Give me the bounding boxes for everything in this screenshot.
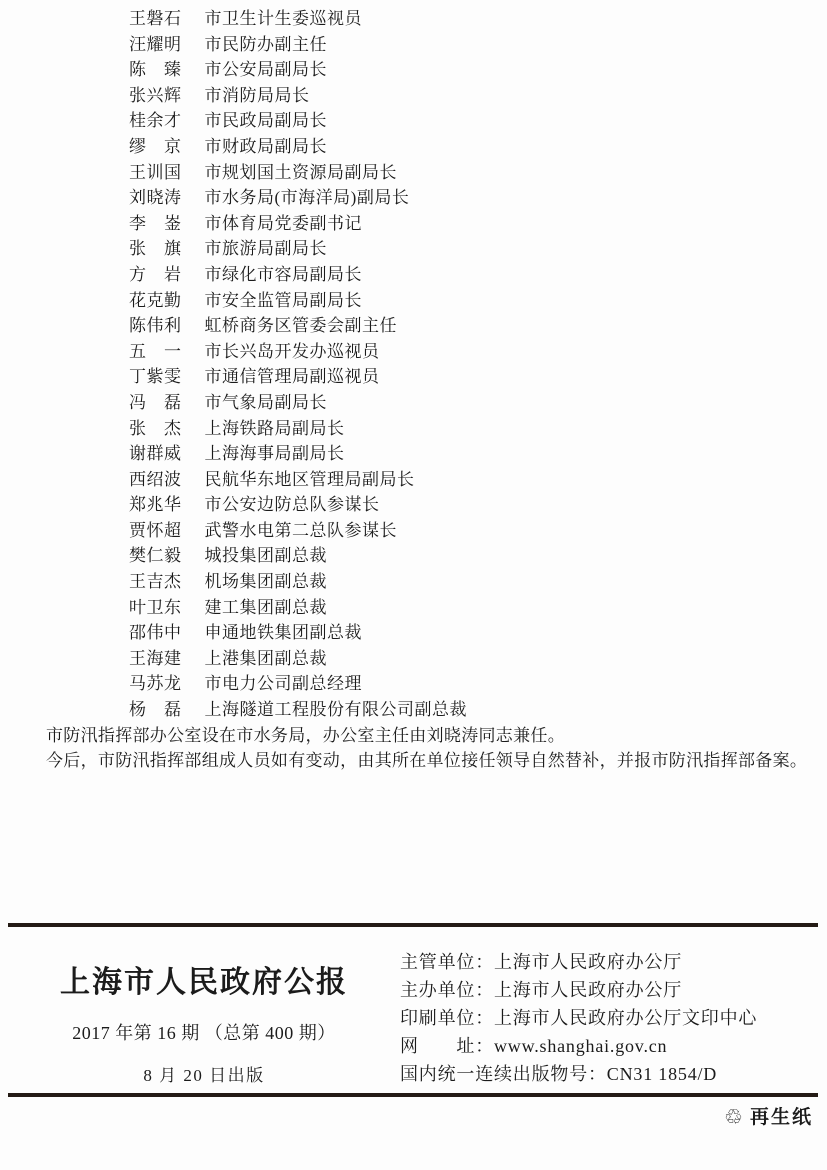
- member-row: [129, 211, 827, 237]
- member-title: 市公安局副局长: [204, 60, 327, 80]
- member-row: [129, 416, 827, 442]
- colophon-right: [400, 927, 818, 1093]
- member-title: 机场集团副总裁: [204, 572, 327, 592]
- member-name: 张 杰: [129, 418, 182, 438]
- member-name: 花克勤: [129, 290, 182, 310]
- member-name: 王海建: [129, 648, 182, 668]
- member-row: [129, 57, 827, 83]
- member-title: 上海铁路局副局长: [204, 418, 345, 438]
- member-title: 建工集团副总裁: [204, 597, 327, 617]
- member-row: [129, 236, 827, 262]
- member-name: 樊仁毅: [129, 546, 182, 566]
- member-row: [129, 543, 827, 569]
- member-name: 邵伟中: [129, 623, 182, 643]
- member-row: [129, 134, 827, 160]
- member-name: 贾怀超: [129, 520, 182, 540]
- member-list: [129, 6, 827, 723]
- member-row: [129, 671, 827, 697]
- member-name: 马苏龙: [129, 674, 182, 694]
- member-name: 陈伟利: [129, 316, 182, 336]
- member-title: 市水务局(市海洋局)副局长: [204, 188, 410, 208]
- member-row: [129, 288, 827, 314]
- member-row: [129, 518, 827, 544]
- member-title: 市体育局党委副书记: [204, 213, 362, 233]
- member-row: [129, 620, 827, 646]
- member-title: 市绿化市容局副局长: [204, 264, 362, 284]
- gazette-title: 上海市人民政府公报: [60, 966, 348, 999]
- member-title: 市财政局副局长: [204, 136, 327, 156]
- member-row: [129, 32, 827, 58]
- member-title: 民航华东地区管理局副局长: [204, 469, 415, 489]
- member-row: [129, 6, 827, 32]
- member-row: [129, 390, 827, 416]
- member-title: 申通地铁集团副总裁: [204, 623, 362, 643]
- page-body: [0, 6, 827, 774]
- publication-info-line: 印刷单位：上海市人民政府办公厅文印中心: [400, 1008, 758, 1028]
- member-row: [129, 697, 827, 723]
- member-name: 桂余才: [129, 111, 182, 131]
- member-name: 李 崟: [129, 213, 182, 233]
- member-title: 市安全监管局副局长: [204, 290, 362, 310]
- note-paragraph: 今后，市防汛指挥部组成人员如有变动，由其所在单位接任领导自然替补，并报市防汛指挥部备案。: [46, 751, 808, 771]
- member-title: 市卫生计生委巡视员: [204, 9, 362, 28]
- recycled-paper-mark: [724, 1102, 813, 1129]
- member-title: 城投集团副总裁: [204, 546, 327, 566]
- member-name: 王训国: [129, 162, 182, 182]
- member-row: [129, 569, 827, 595]
- member-row: [129, 339, 827, 365]
- member-name: 西绍波: [129, 469, 182, 489]
- member-title: 市民政局副局长: [204, 111, 327, 131]
- member-name: 缪 京: [129, 136, 182, 156]
- issue-line: 2017 年第 16 期 （总第 400 期）: [72, 1023, 336, 1043]
- member-name: 刘晓涛: [129, 188, 182, 208]
- member-row: [129, 492, 827, 518]
- note-paragraph: 市防汛指挥部办公室设在市水务局，办公室主任由刘晓涛同志兼任。: [46, 725, 565, 745]
- member-row: [129, 441, 827, 467]
- member-name: 叶卫东: [129, 597, 182, 617]
- member-row: [129, 83, 827, 109]
- member-title: 市旅游局副局长: [204, 239, 327, 259]
- publication-info-line: 国内统一连续出版物号：CN31 1854/D: [400, 1064, 718, 1084]
- colophon-left: [8, 927, 400, 1093]
- member-title: 市规划国土资源局副局长: [204, 162, 397, 182]
- publication-info-line: 网 址：www.shanghai.gov.cn: [400, 1036, 668, 1056]
- recycle-icon: ♲: [724, 1105, 743, 1129]
- member-title: 市通信管理局副巡视员: [204, 367, 380, 387]
- member-title: 上港集团副总裁: [204, 648, 327, 668]
- member-title: 上海隧道工程股份有限公司副总裁: [204, 700, 467, 720]
- member-name: 陈 臻: [129, 60, 182, 80]
- member-title: 市民防办副主任: [204, 34, 327, 54]
- member-row: [129, 313, 827, 339]
- member-name: 王吉杰: [129, 572, 182, 592]
- member-title: 市长兴岛开发办巡视员: [204, 341, 380, 361]
- member-name: 郑兆华: [129, 495, 182, 515]
- member-title: 市气象局副局长: [204, 392, 327, 412]
- member-name: 汪耀明: [129, 34, 182, 54]
- publish-date-line: 8 月 20 日出版: [143, 1066, 265, 1085]
- member-name: 杨 磊: [129, 700, 182, 720]
- member-title: 虹桥商务区管委会副主任: [204, 316, 397, 336]
- colophon-box: [8, 923, 818, 1097]
- member-name: 五 一: [129, 341, 182, 361]
- member-row: [129, 262, 827, 288]
- closing-notes: [46, 723, 827, 775]
- member-row: [129, 467, 827, 493]
- publication-info-line: 主办单位：上海市人民政府办公厅: [400, 980, 682, 1000]
- member-name: 方 岩: [129, 264, 182, 284]
- member-name: 张兴辉: [129, 85, 182, 105]
- member-row: [129, 160, 827, 186]
- member-row: [129, 108, 827, 134]
- member-name: 谢群威: [129, 444, 182, 464]
- member-name: 冯 磊: [129, 392, 182, 412]
- publication-info-line: 主管单位：上海市人民政府办公厅: [400, 952, 682, 972]
- member-title: 市电力公司副总经理: [204, 674, 362, 694]
- member-row: [129, 185, 827, 211]
- member-title: 上海海事局副局长: [204, 444, 345, 464]
- recycled-paper-label: 再生纸: [749, 1107, 813, 1128]
- member-name: 王磐石: [129, 9, 182, 28]
- member-title: 武警水电第二总队参谋长: [204, 520, 397, 540]
- member-row: [129, 364, 827, 390]
- member-title: 市消防局局长: [204, 85, 310, 105]
- member-title: 市公安边防总队参谋长: [204, 495, 380, 515]
- member-row: [129, 646, 827, 672]
- member-name: 张 旗: [129, 239, 182, 259]
- member-name: 丁紫雯: [129, 367, 182, 387]
- member-row: [129, 595, 827, 621]
